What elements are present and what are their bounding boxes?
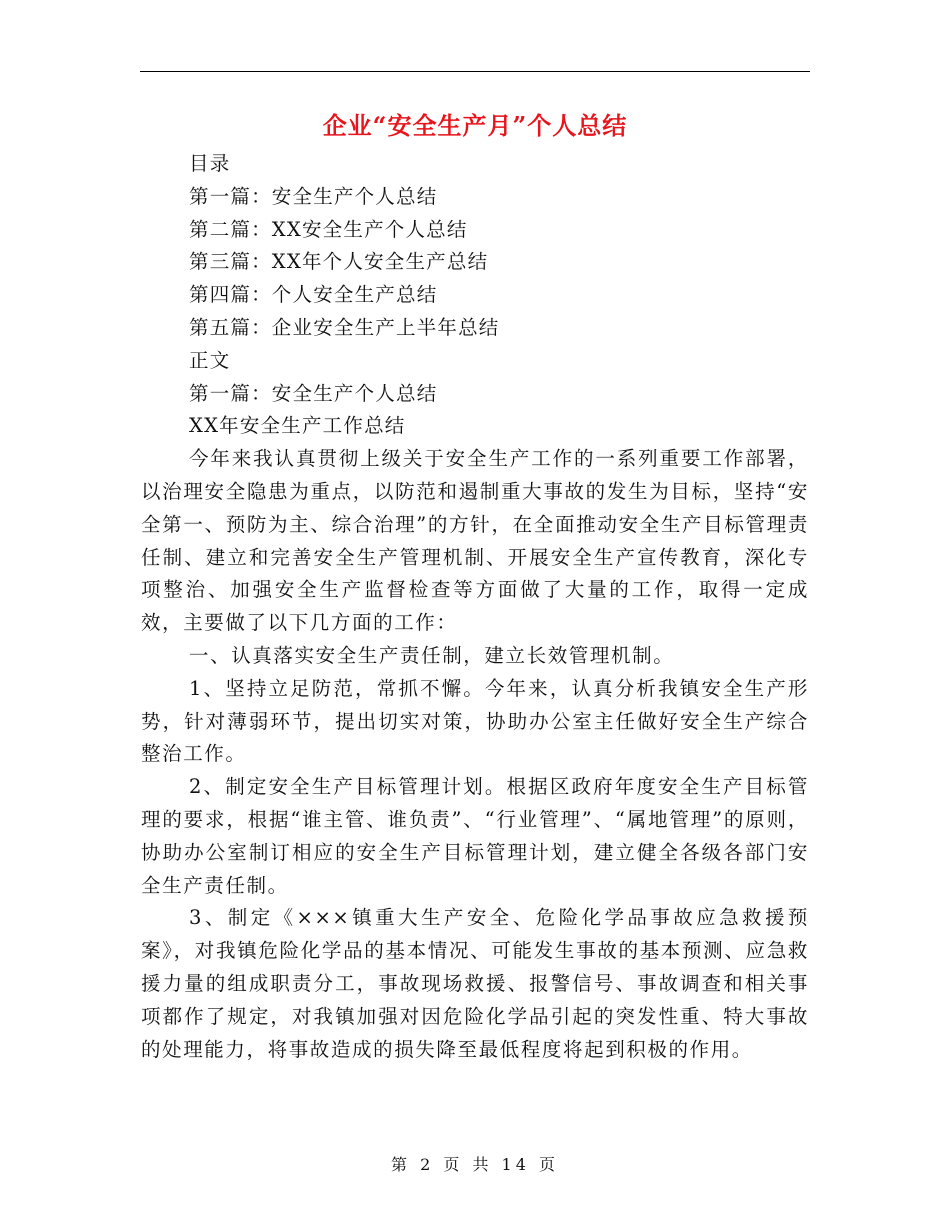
page-footer: 第 2 页 共 14 页 [391,1155,559,1174]
document-title: 企业“安全生产月”个人总结 [322,111,628,140]
toc-item: 第三篇：XX年个人安全生产总结 [189,250,489,274]
paragraph: 3、制定《×××镇重大生产安全、危险化学品事故应急救援预案》，对我镇危险化学品的基本情况、可能发生事故的基本预测、应急救援力量的组成职责分工，事故现场救援、报警信号、事故调查和相关事项都作了规定，对我镇加强对因危险化学品引起的突发性重、特大事故的处理能力，将事故造成的损失降至最低程度将起到积极的作用。 [141,906,809,1061]
body-heading: 正文 [189,348,231,372]
section-title: 第一篇：安全生产个人总结 [189,381,438,405]
toc-item: 第四篇：个人安全生产总结 [189,283,438,307]
paragraph: 2、制定安全生产目标管理计划。根据区政府年度安全生产目标管理的要求，根据“谁主管、谁负责”、“行业管理”、“属地管理”的原则，协助办公室制订相应的安全生产目标管理计划，建立健全各级各部门安全生产责任制。 [141,775,809,897]
paragraph: 今年来我认真贯彻上级关于安全生产工作的一系列重要工作部署，以治理安全隐患为重点，以防范和遏制重大事故的发生为目标，坚持“安全第一、预防为主、综合治理”的方针，在全面推动安全生产目标管理责任制、建立和完善安全生产管理机制、开展安全生产宣传教育，深化专项整治、加强安全生产监督检查等方面做了大量的工作，取得一定成效，主要做了以下几方面的工作： [141,447,809,635]
toc-item: 第二篇：XX安全生产个人总结 [189,217,468,241]
paragraph: 1、坚持立足防范，常抓不懈。今年来，认真分析我镇安全生产形势，针对薄弱环节，提出切实对策，协助办公室主任做好安全生产综合整治工作。 [141,676,809,766]
header-rule [140,71,810,72]
section-subtitle: XX年安全生产工作总结 [189,414,406,438]
toc-item: 第一篇：安全生产个人总结 [189,184,438,208]
toc-heading: 目录 [189,152,231,175]
paragraph: 一、认真落实安全生产责任制，建立长效管理机制。 [189,643,675,667]
document-body [141,148,809,1066]
toc-item: 第五篇：企业安全生产上半年总结 [189,315,500,339]
